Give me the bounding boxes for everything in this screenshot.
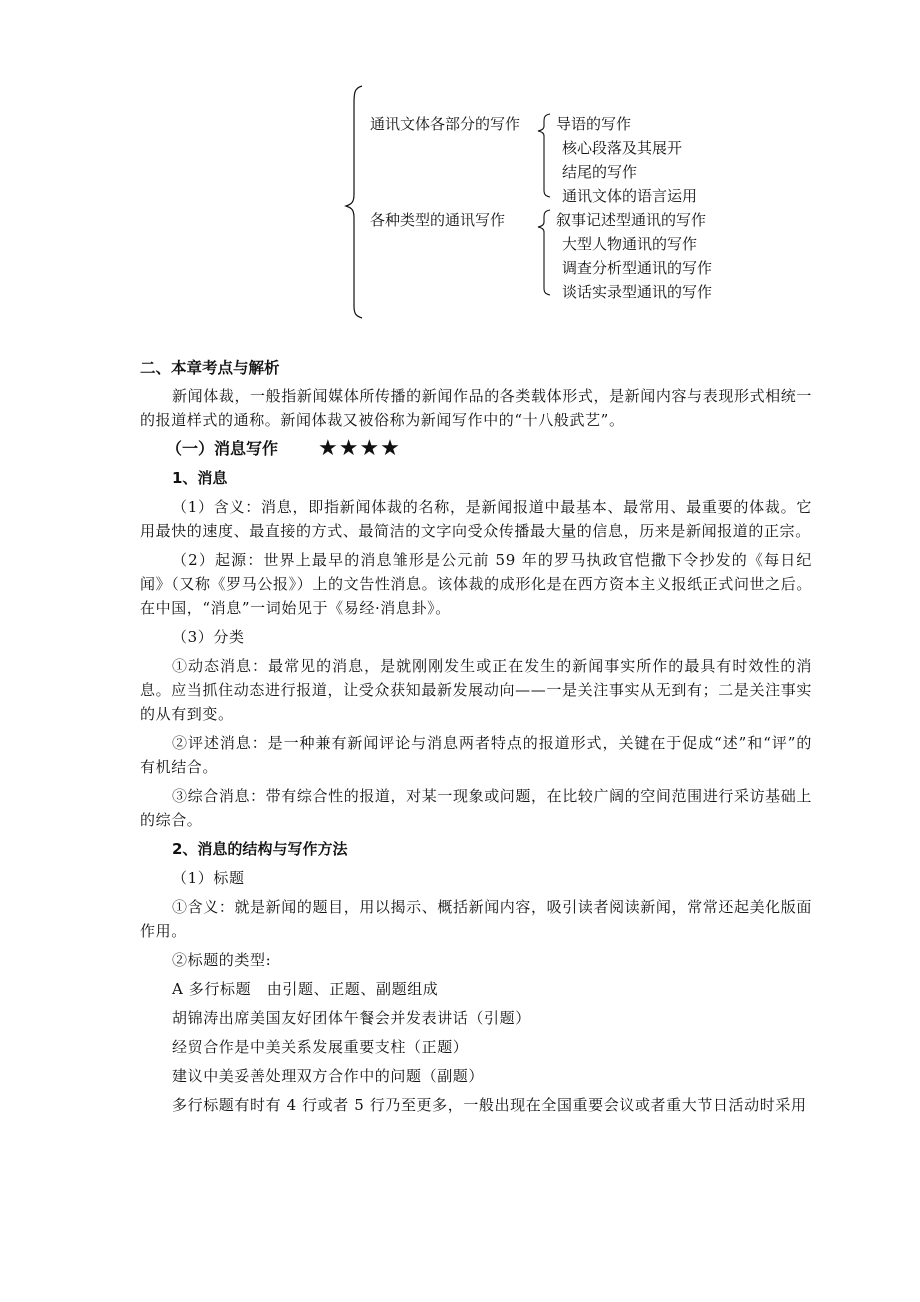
intro-paragraph: 新闻体裁，一般指新闻媒体所传播的新闻作品的各类载体形式，是新闻内容与表现形式相统一的报道样式的通称。新闻体裁又被俗称为新闻写作中的“十八般武艺”。 — [140, 387, 812, 429]
outline-group2-item: 谈话实录型通讯的写作 — [562, 283, 713, 301]
subheading: 1、消息 — [172, 469, 228, 487]
paragraph: 建议中美妥善处理双方合作中的问题（副题） — [172, 1067, 485, 1085]
chapter-heading: 二、本章考点与解析 — [140, 359, 280, 377]
chapter-outline — [340, 84, 760, 320]
group2-brace-icon — [538, 210, 550, 295]
document-body — [140, 356, 812, 1122]
outline-group2-item: 叙事记述型通讯的写作 — [556, 211, 707, 229]
paragraph: ①含义：就是新闻的题目，用以揭示、概括新闻内容，吸引读者阅读新闻，常常还起美化版面作用。 — [140, 898, 812, 940]
group1-brace-icon — [538, 114, 550, 197]
outline-group2-label: 各种类型的通讯写作 — [370, 211, 506, 229]
paragraph: A 多行标题 由引题、正题、副题组成 — [172, 980, 439, 998]
outline-group1-item: 导语的写作 — [556, 115, 632, 133]
outline-group2-item: 大型人物通讯的写作 — [562, 235, 698, 253]
subheading: 2、消息的结构与写作方法 — [172, 840, 348, 858]
paragraph: （2）起源：世界上最早的消息雏形是公元前 59 年的罗马执政官恺撒下令抄发的《每日纪闻》（又称《罗马公报》）上的文告性消息。该体裁的成形化是在西方资本主义报纸正式问世之后。在中国，“消息”一词始见于《易经·消息卦》。 — [140, 551, 812, 617]
paragraph: ②标题的类型: — [172, 951, 272, 969]
outline-group1-item: 核心段落及其展开 — [562, 139, 683, 157]
paragraph: ①动态消息：最常见的消息，是就刚刚发生或正在发生的新闻事实所作的最具有时效性的消息。应当抓住动态进行报道，让受众获知最新发展动向——一是关注事实从无到有；二是关注事实的从有到变。 — [140, 657, 812, 723]
outer-brace-icon — [346, 86, 362, 318]
importance-stars: ★★★★ — [318, 436, 401, 461]
paragraph: （1）含义：消息，即指新闻体裁的名称，是新闻报道中最基本、最常用、最重要的体裁。它用最快的速度、最直接的方式、最简洁的文字向受众传播最大量的信息，历来是新闻报道的正宗。 — [140, 498, 812, 540]
paragraph: 胡锦涛出席美国友好团体午餐会并发表讲话（引题） — [172, 1009, 531, 1027]
outline-group1-label: 通讯文体各部分的写作 — [370, 115, 521, 133]
paragraph: ②评述消息：是一种兼有新闻评论与消息两者特点的报道形式，关键在于促成“述”和“评”的有机结合。 — [140, 734, 812, 776]
outline-group2-item: 调查分析型通讯的写作 — [562, 259, 713, 277]
paragraph: （1）标题 — [172, 869, 245, 887]
paragraph: 多行标题有时有 4 行或者 5 行乃至更多，一般出现在全国重要会议或者重大节日活动时采用 — [172, 1096, 807, 1114]
section-title: （一）消息写作 — [166, 439, 279, 458]
outline-group1-item: 结尾的写作 — [562, 163, 638, 181]
paragraph: 经贸合作是中美关系发展重要支柱（正题） — [172, 1038, 469, 1056]
section-heading — [140, 437, 812, 461]
paragraph: ③综合消息：带有综合性的报道，对某一现象或问题，在比较广阔的空间范围进行采访基础上的综合。 — [140, 787, 812, 829]
outline-group1-item: 通讯文体的语言运用 — [562, 187, 698, 205]
paragraph: （3）分类 — [172, 628, 245, 646]
